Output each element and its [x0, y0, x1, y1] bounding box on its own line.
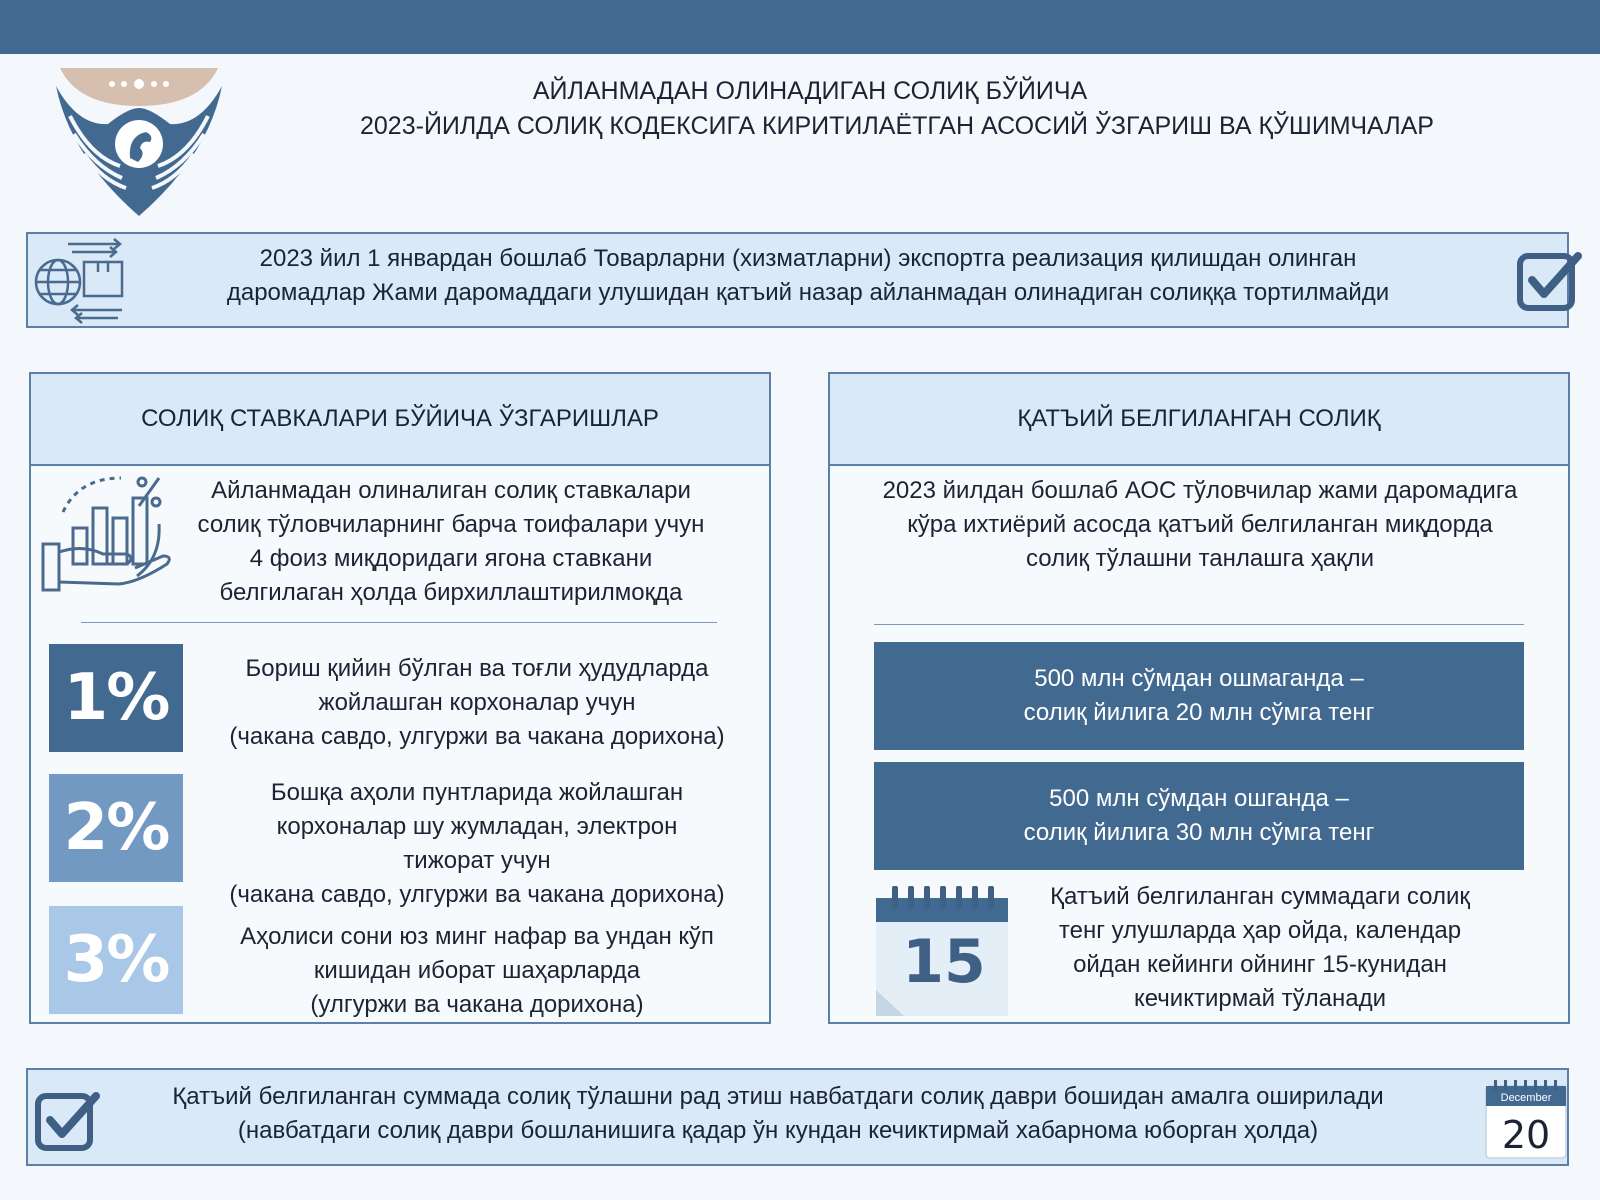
calendar-month: December: [1500, 1092, 1552, 1104]
refusal-banner-text: [118, 1080, 1438, 1148]
bottom-line-2: (навбатдаги солиқ даври бошланишига қадар ўн кундан кечиктирмай хабарнома юборган ҳолда): [237, 1117, 1319, 1144]
tax-rates-lead: [171, 474, 731, 610]
rate-line: Аҳолиси сони юз минг нафар ва ундан кўп: [240, 923, 714, 950]
calendar-line: ойдан кейинги ойнинг 15-кунидан: [1073, 951, 1447, 978]
calendar-payment-text: [1020, 880, 1500, 1016]
rate-line: (улгуржи ва чакана дорихона): [310, 991, 644, 1018]
rate-line: Бориш қийин бўлган ва тоғли ҳудудларда: [245, 655, 709, 682]
rate-line: (чакана савдо, улгуржи ва чакана дорихона): [229, 881, 725, 908]
divider: [81, 622, 717, 623]
calendar-line: Қатъий белгиланган суммадаги солиқ: [1050, 883, 1470, 910]
globe-export-icon: [32, 236, 128, 326]
rate-line: (чакана савдо, улгуржи ва чакана дорихона): [229, 723, 725, 750]
rate-line: Бошқа аҳоли пунтларида жойлашган: [270, 779, 684, 806]
lead-line: 4 фоиз миқдоридаги ягона ставкани: [249, 545, 653, 572]
hand-chart-percent-icon: [39, 472, 173, 598]
tax-rates-panel: [29, 372, 771, 1024]
calendar-line: кечиктирмай тўланади: [1133, 985, 1387, 1012]
tax-rates-header: СОЛИҚ СТАВКАЛАРИ БЎЙИЧА ЎЗГАРИШЛАР: [31, 374, 769, 466]
calendar-day-15: 15: [902, 927, 986, 997]
banner-line-2: даромадлар Жами даромаддаги улушидан қатъий назар айланмадан олинадиган солиққа тортилмайди: [226, 279, 1390, 306]
fixed-tax-box-over-500: [874, 762, 1524, 870]
rate-line: корхоналар шу жумладан, электрон: [276, 813, 678, 840]
rate-line: кишидан иборат шаҳарларда: [313, 957, 641, 984]
refusal-banner: [26, 1068, 1569, 1166]
rate-badge-1: 1%: [49, 644, 183, 752]
lead-line: солиқ тўлашни танлашга ҳақли: [1025, 545, 1375, 572]
rate-line: жойлашган корхоналар учун: [318, 689, 636, 716]
calendar-day-20: 20: [1501, 1113, 1551, 1157]
fixed-tax-panel: [828, 372, 1570, 1024]
top-bar: [0, 0, 1600, 54]
lead-line: солиқ тўловчиларнинг барча тоифалари учун: [197, 511, 705, 538]
lead-line: белгилаган ҳолда бирхиллаштирилмоқда: [219, 579, 683, 606]
lead-line: кўра ихтиёрий асосда қатъий белгиланган миқдорда: [907, 511, 1493, 538]
calendar-icon: [874, 882, 1010, 1018]
lead-line: 2023 йилдан бошлаб АОС тўловчилар жами даромадига: [882, 477, 1518, 504]
fixed-tax-box-under-500: [874, 642, 1524, 750]
rate-1-description: [197, 652, 757, 754]
fixed-tax-lead: [850, 474, 1550, 576]
export-banner: [26, 232, 1569, 328]
checkbox-check-icon: [34, 1088, 104, 1152]
calendar-line: тенг улушларда ҳар ойда, календар: [1058, 917, 1462, 944]
checkbox-check-icon: [1516, 248, 1586, 312]
lead-line: Айланмадан олиналиган солиқ ставкалари: [211, 477, 691, 504]
bottom-line-1: Қатъий белгиланган суммада солиқ тўлашни рад этиш навбатдаги солиқ даври бошидан амалга оширилади: [172, 1083, 1384, 1110]
rate-2-description: [197, 776, 757, 912]
title-line-1: АЙЛАНМАДАН ОЛИНАДИГАН СОЛИҚ БЎЙИЧА: [532, 77, 1088, 105]
box-line: 500 млн сўмдан ошмаганда –: [1034, 665, 1364, 692]
export-banner-text: [168, 242, 1448, 310]
rate-line: тижорат учун: [403, 847, 551, 874]
rate-3-description: [197, 920, 757, 1022]
rate-badge-2: 2%: [49, 774, 183, 882]
box-line: солиқ йилига 20 млн сўмга тенг: [1023, 699, 1375, 726]
page-title: [360, 74, 1434, 144]
rate-badge-3: 3%: [49, 906, 183, 1014]
calendar-icon: [1484, 1078, 1568, 1160]
title-line-2: 2023-ЙИЛДА СОЛИҚ КОДЕКСИГА КИРИТИЛАЁТГАН АСОСИЙ ЎЗГАРИШ ВА ҚЎШИМЧАЛАР: [360, 112, 1434, 140]
box-line: 500 млн сўмдан ошганда –: [1049, 785, 1349, 812]
bird-emblem-icon: [50, 66, 228, 222]
banner-line-1: 2023 йил 1 январдан бошлаб Товарларни (хизматларни) экспортга реализация қилишдан олинган: [259, 245, 1357, 272]
fixed-tax-header: ҚАТЪИЙ БЕЛГИЛАНГАН СОЛИҚ: [830, 374, 1568, 466]
divider: [874, 624, 1524, 625]
box-line: солиқ йилига 30 млн сўмга тенг: [1023, 819, 1375, 846]
